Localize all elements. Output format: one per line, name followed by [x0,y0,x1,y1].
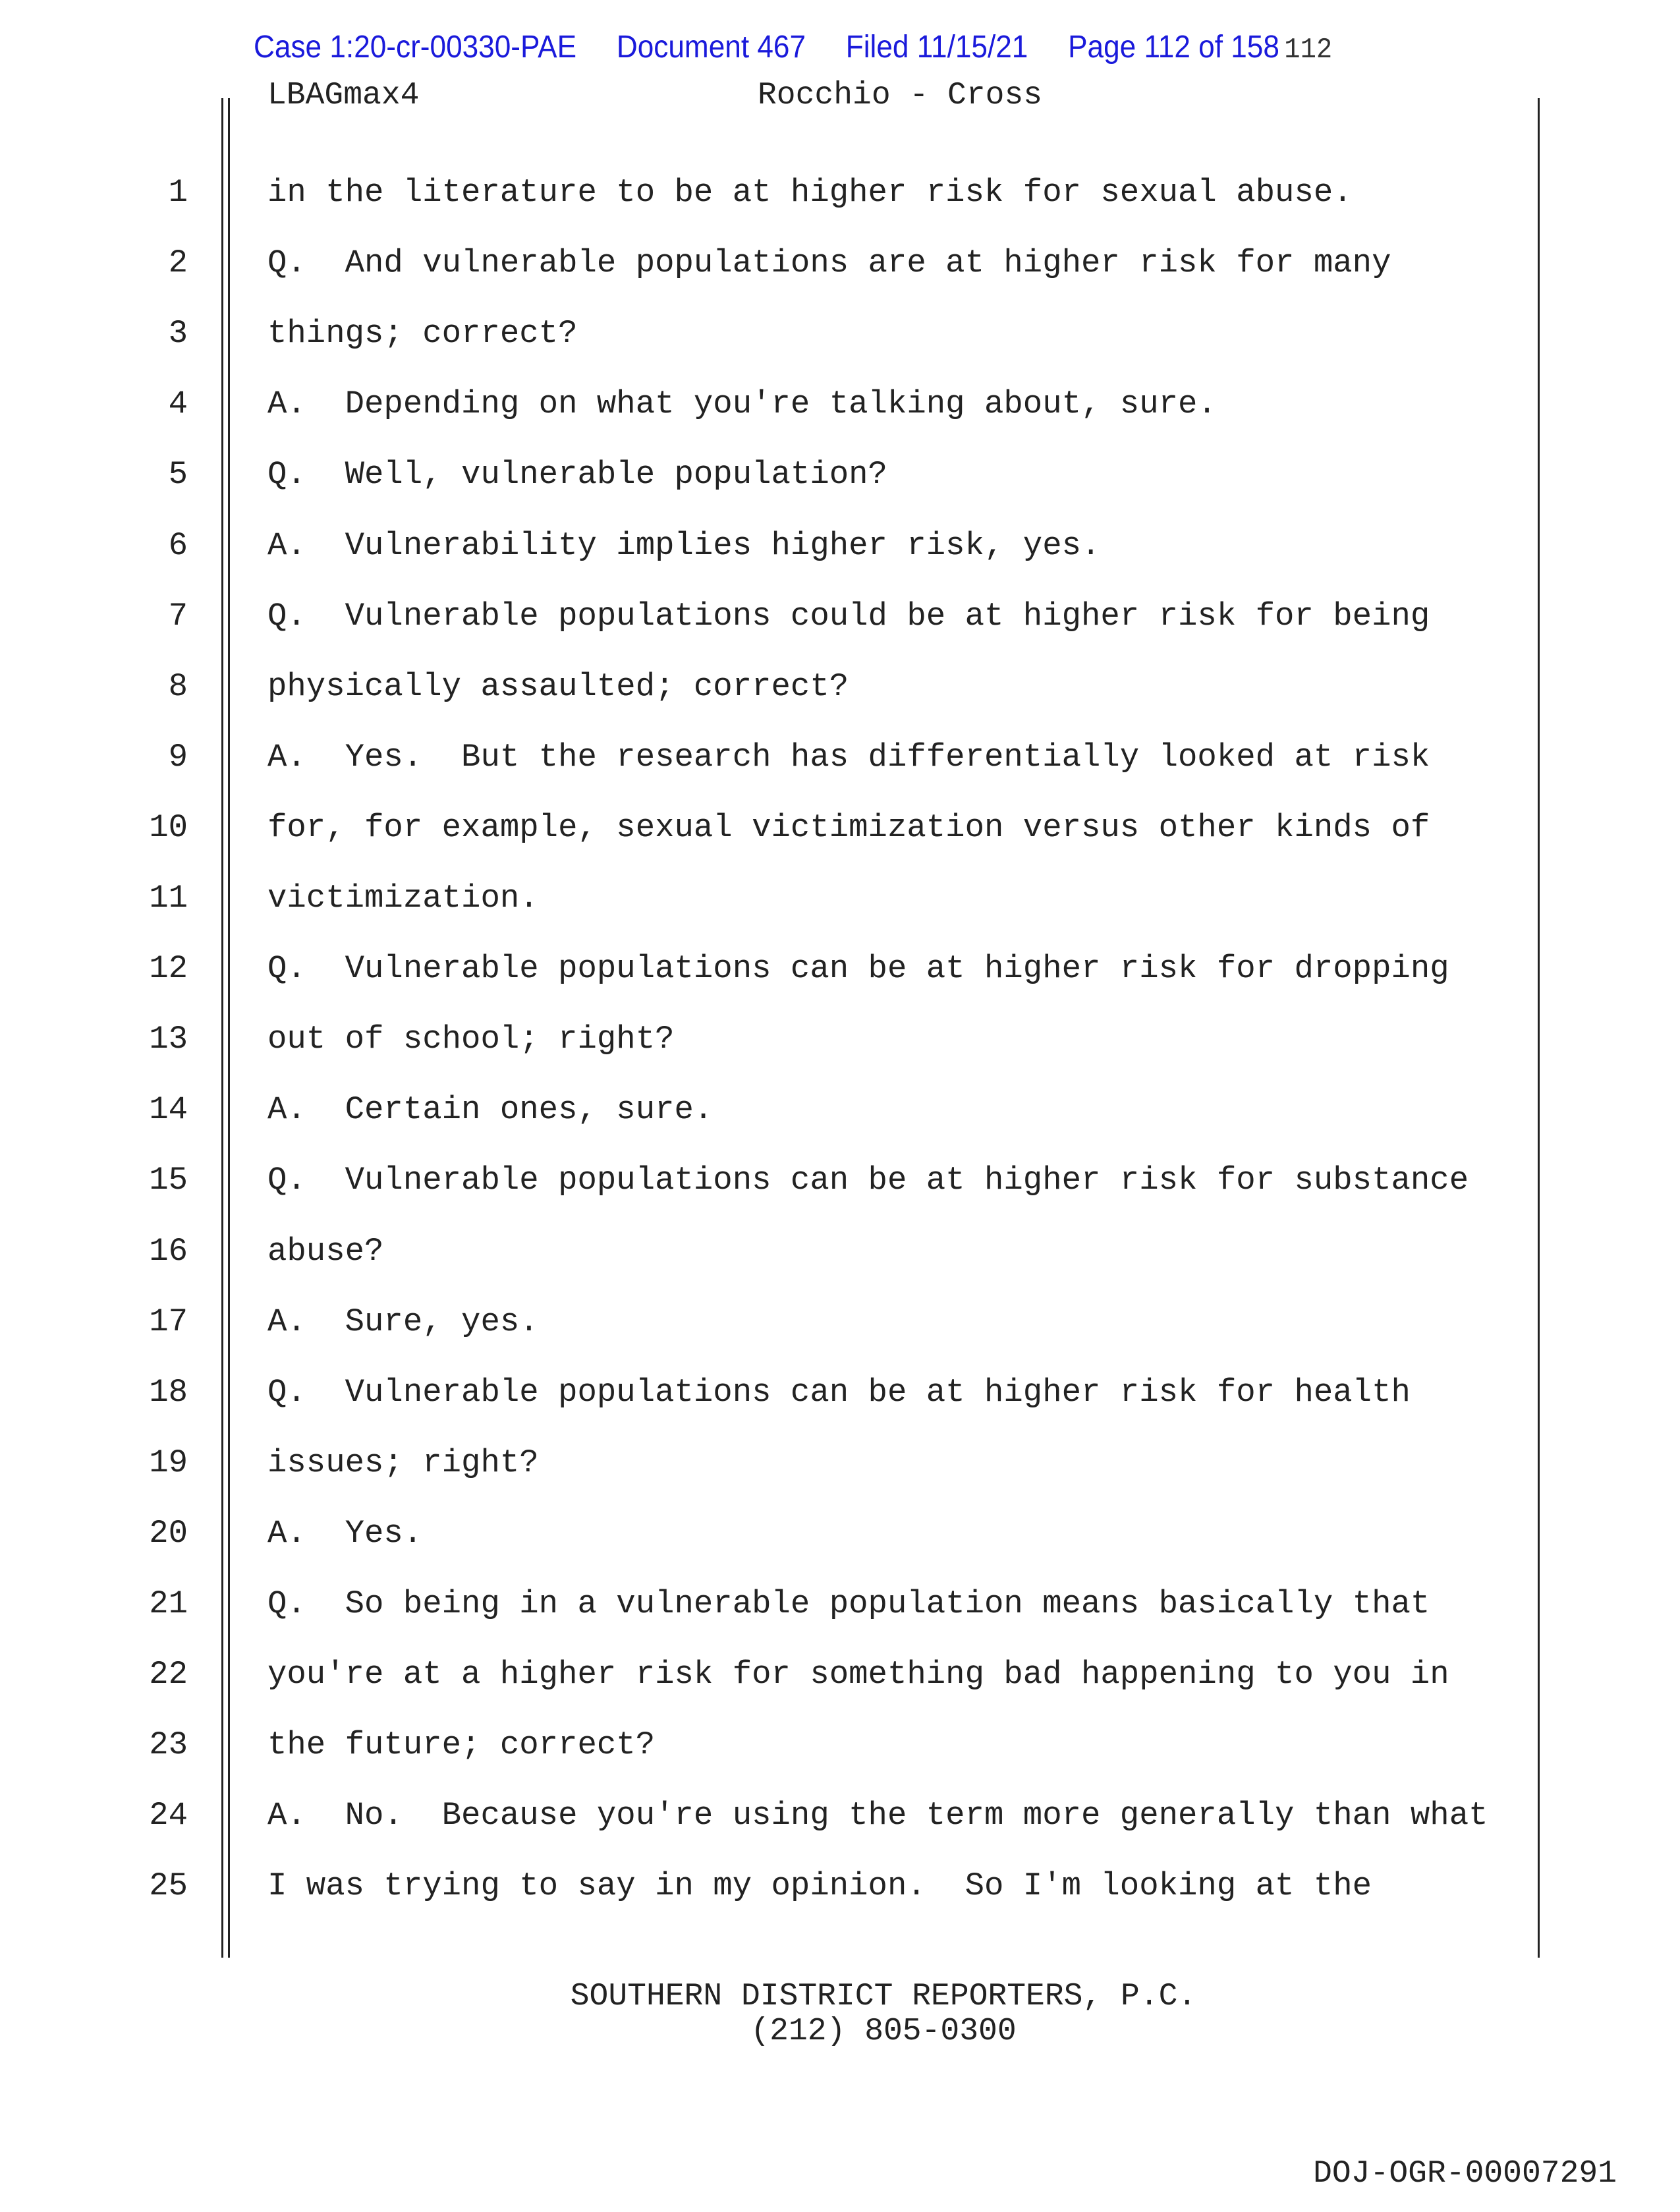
filed-date: Filed 11/15/21 [845,30,1028,65]
line-number: 6 [168,526,188,564]
line-number: 18 [149,1373,188,1411]
line-number: 21 [149,1585,188,1622]
line-number: 25 [149,1867,188,1905]
line-number: 22 [149,1656,188,1693]
line-number: 13 [149,1021,188,1058]
line-text: Q. So being in a vulnerable population means basically that [267,1585,1430,1622]
line-number: 5 [168,456,188,494]
reporter-phone: (212) 805-0300 [750,2014,1017,2049]
transcript-line [0,526,1680,565]
line-text: Q. Vulnerable populations can be at higher risk for substance [267,1162,1469,1199]
line-text: out of school; right? [267,1021,675,1058]
line-text: A. Yes. [267,1514,423,1552]
transcript-line [0,314,1680,353]
line-number: 23 [149,1726,188,1764]
line-text: A. No. Because you're using the term more generally than what [267,1797,1488,1834]
transcript-line [0,1655,1680,1694]
transcript-line [0,1232,1680,1271]
line-text: physically assaulted; correct? [267,667,849,705]
line-text: A. Depending on what you're talking about, sure. [267,385,1217,423]
transcript-page-number: 112 [1284,34,1333,67]
page-count: Page 112 of 158 [1068,30,1279,65]
line-number: 3 [168,315,188,353]
transcript-line [0,949,1680,988]
transcript-line [0,1866,1680,1906]
document-number: Document 467 [616,30,806,65]
transcript-line [0,243,1680,283]
line-number: 7 [168,597,188,635]
line-number: 9 [168,738,188,776]
line-text: Q. Vulnerable populations can be at higher risk for health [267,1373,1411,1411]
line-number: 15 [149,1162,188,1199]
transcript-line [0,1373,1680,1412]
line-number: 16 [149,1232,188,1270]
line-text: you're at a higher risk for something bad happening to you in [267,1656,1449,1693]
transcript-title: Rocchio - Cross [758,78,1043,113]
line-text: A. Vulnerability implies higher risk, yes. [267,526,1101,564]
line-text: Q. Vulnerable populations can be at higher risk for dropping [267,950,1449,988]
line-text: in the literature to be at higher risk for sexual abuse. [267,174,1353,211]
line-number: 2 [168,244,188,282]
line-text: Q. And vulnerable populations are at higher risk for many [267,244,1391,282]
transcript-line [0,596,1680,636]
transcript-line [0,1584,1680,1624]
case-number: Case 1:20-cr-00330-PAE [254,30,577,65]
line-text: A. Certain ones, sure. [267,1091,714,1129]
line-number: 4 [168,385,188,423]
line-number: 24 [149,1797,188,1834]
transcript-line [0,1443,1680,1483]
transcript-line [0,808,1680,847]
line-text: issues; right? [267,1444,539,1481]
transcript-line [0,1019,1680,1059]
transcript-line [0,1514,1680,1553]
filing-stamp [254,29,1332,67]
line-number: 14 [149,1091,188,1129]
transcript-line [0,667,1680,706]
transcript-code: LBAGmax4 [267,78,420,113]
transcript-line [0,878,1680,918]
line-text: abuse? [267,1232,384,1270]
transcript-line [0,1090,1680,1129]
line-text: A. Sure, yes. [267,1303,539,1340]
line-text: Q. Well, vulnerable population? [267,456,887,494]
line-text: for, for example, sexual victimization versus other kinds of [267,808,1430,846]
line-number: 17 [149,1303,188,1340]
transcript-line [0,455,1680,494]
line-number: 12 [149,950,188,988]
line-number: 1 [168,174,188,211]
line-text: A. Yes. But the research has differentially looked at risk [267,738,1430,776]
transcript-line [0,384,1680,424]
line-number: 19 [149,1444,188,1481]
transcript-line [0,1796,1680,1835]
line-text: I was trying to say in my opinion. So I'm looking at the [267,1867,1372,1905]
line-text: the future; correct? [267,1726,656,1764]
bates-number: DOJ-OGR-00007291 [1313,2156,1617,2192]
line-text: things; correct? [267,315,578,353]
transcript-line [0,173,1680,212]
line-number: 20 [149,1514,188,1552]
line-text: Q. Vulnerable populations could be at higher risk for being [267,597,1430,635]
line-text: victimization. [267,880,539,917]
transcript-line [0,1302,1680,1342]
transcript-line [0,1725,1680,1765]
line-number: 10 [149,808,188,846]
line-number: 11 [149,880,188,917]
transcript-line [0,737,1680,777]
reporter-name: SOUTHERN DISTRICT REPORTERS, P.C. [570,1979,1197,2014]
transcript-line [0,1160,1680,1200]
line-number: 8 [168,667,188,705]
